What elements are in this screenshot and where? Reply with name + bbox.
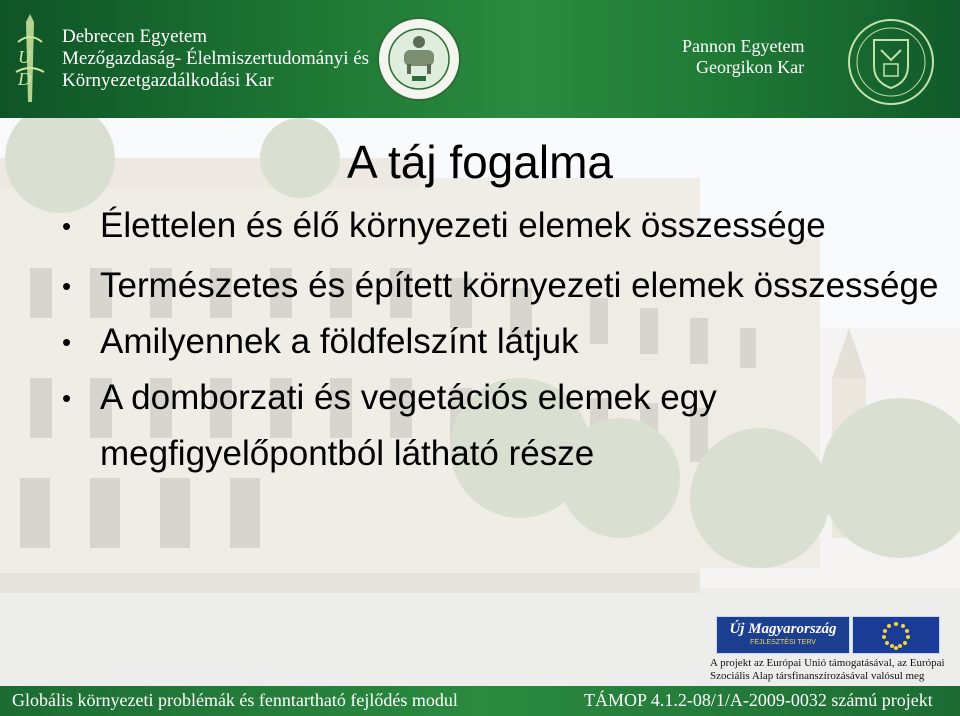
bullet-item	[62, 314, 942, 370]
bullet-text: A domborzati és vegetációs elemek egy megfigyelőpontból látható része	[100, 378, 717, 473]
bullet-item	[62, 370, 942, 482]
uj-magyarorszag-badge	[716, 616, 850, 654]
funding-caption-line1: A projekt az Európai Unió támogatásával, az Európai	[710, 657, 945, 669]
right-institution-line2: Georgikon Kar	[696, 57, 805, 77]
uj-magyarorszag-sub: FEJLESZTÉSI TERV	[750, 639, 816, 646]
left-institution-line1: Debrecen Egyetem	[62, 26, 208, 47]
bullet-text: Élettelen és élő környezeti elemek összessége	[100, 206, 826, 245]
bullet-item	[62, 198, 942, 254]
bullet-text: Amilyennek a földfelszínt látjuk	[100, 322, 579, 361]
bullet-icon: •	[62, 271, 72, 301]
university-seal-icon	[376, 16, 462, 102]
footer-project-id: TÁMOP 4.1.2-08/1/A-2009-0032 számú projekt	[584, 690, 933, 710]
funding-caption-line2: Szociális Alap társfinanszírozásával valósul meg	[710, 670, 925, 682]
bullet-icon: •	[62, 327, 72, 357]
ud-logo-letters: U D	[18, 47, 31, 89]
eu-flag-icon	[853, 617, 939, 653]
footer-band	[0, 686, 960, 716]
eu-flag-badge	[852, 616, 940, 654]
bullet-icon: •	[62, 211, 72, 241]
bullet-item	[62, 258, 942, 314]
bullet-icon: •	[62, 383, 72, 413]
right-institution-line1: Pannon Egyetem	[682, 36, 805, 56]
bullet-text: Természetes és épített környezeti elemek összessége	[100, 266, 939, 305]
header-band	[0, 0, 960, 118]
bullet-list	[62, 198, 942, 482]
uj-magyarorszag-label: Új Magyarország	[729, 621, 837, 637]
slide-title: A táj fogalma	[347, 136, 613, 188]
left-institution-line3: Környezetgazdálkodási Kar	[62, 70, 274, 91]
left-institution-line2: Mezőgazdaság- Élelmiszertudományi és	[62, 48, 370, 69]
pannon-crest-icon	[846, 16, 936, 108]
footer-module-title: Globális környezeti problémák és fenntartható fejlődés modul	[12, 690, 458, 710]
